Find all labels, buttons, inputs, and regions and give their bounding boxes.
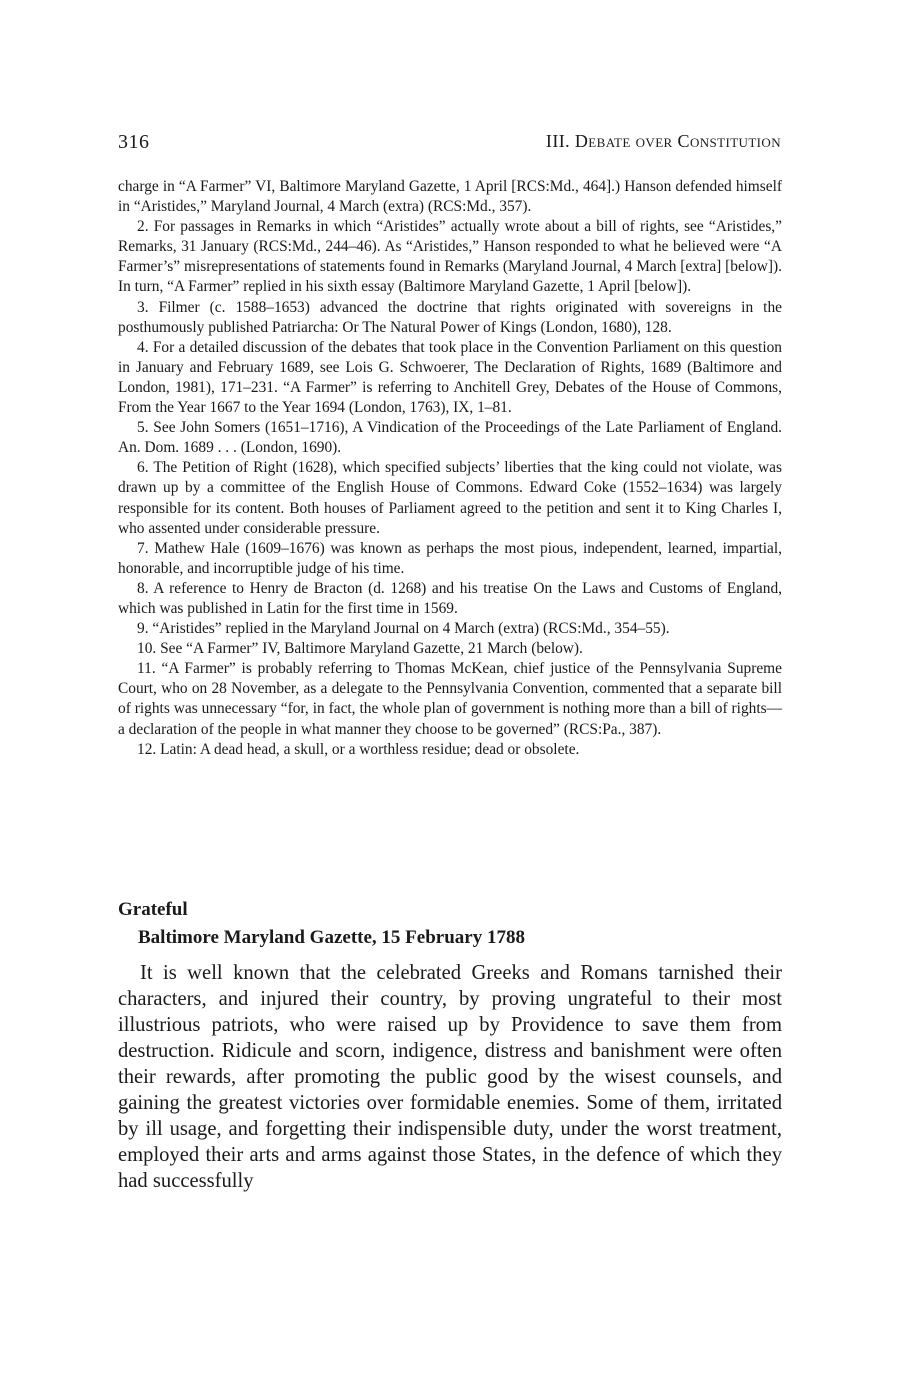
section-title: III. Debate over Constitution: [545, 131, 781, 151]
endnote-4: 4. For a detailed discussion of the debates that took place in the Convention Parliament on this question in January and February 1689, see Lois G. Schwoerer, The Declaration of Rights, 1689 (Baltimore and London, 1981), 171–231. “A Farmer” is referring to Anchitell Grey, Debates of the House of Commons, From the Year 1667 to the Year 1694 (London, 1763), IX, 1–81.: [118, 338, 782, 417]
endnote-10: 10. See “A Farmer” IV, Baltimore Maryland Gazette, 21 March (below).: [137, 640, 583, 658]
endnote-8: 8. A reference to Henry de Bracton (d. 1268) and his treatise On the Laws and Customs of England, which was published in Latin for the first time in 1569.: [118, 579, 782, 617]
endnote-7: 7. Mathew Hale (1609–1676) was known as perhaps the most pious, independent, learned, impartial, honorable, and incorruptible judge of his time.: [118, 539, 782, 577]
endnote-2: 2. For passages in Remarks in which “Aristides” actually wrote about a bill of rights, see “Aristides,” Remarks, 31 January (RCS:Md., 244–46). As “Aristides,” Hanson responded to what he believed were “A Farmer’s” misrepresentations of statements found in Remarks (Maryland Journal, 4 March [extra] [below]). In turn, “A Farmer” replied in his sixth essay (Baltimore Maryland Gazette, 1 April [below]).: [118, 218, 782, 296]
endnote-12: 12. Latin: A dead head, a skull, or a worthless residue; dead or obsolete.: [137, 740, 580, 758]
article-source: Baltimore Maryland Gazette, 15 February 1788: [138, 927, 525, 948]
endnote-5: 5. See John Somers (1651–1716), A Vindication of the Proceedings of the Late Parliament of England. An. Dom. 1689 . . . (London, 1690).: [118, 419, 782, 457]
running-head: [118, 131, 781, 157]
endnote-6: 6. The Petition of Right (1628), which specified subjects’ liberties that the king could not violate, was drawn up by a committee of the English House of Commons. Edward Coke (1552–1634) was largely responsible for its content. Both houses of Parliament agreed to the petition and sent it to King Charles I, who assented under considerable pressure.: [118, 459, 782, 537]
endnotes: [118, 177, 782, 760]
article-body: It is well known that the celebrated Greeks and Romans tarnished their characters, and injured their country, by proving ungrateful to their most illustrious patriots, who were raised up by Providence to save them from destruction. Ridicule and scorn, indigence, distress and banishment were often their rewards, after promoting the public good by the wisest counsels, and gaining the greatest victories over formidable enemies. Some of them, irritated by ill usage, and forgetting their indispensible duty, under the worst treatment, employed their arts and arms against those States, in the defence of which they had successfully: [118, 962, 782, 1192]
endnote-continuation: charge in “A Farmer” VI, Baltimore Maryland Gazette, 1 April [RCS:Md., 464].) Hanson defended himself in “Aristides,” Maryland Journal, 4 March (extra) (RCS:Md., 357).: [118, 178, 782, 216]
endnote-3: 3. Filmer (c. 1588–1653) advanced the doctrine that rights originated with sovereigns in the posthumously published Patriarcha: Or The Natural Power of Kings (London, 1680), 128.: [118, 298, 782, 336]
page-number: 316: [118, 131, 150, 153]
endnote-11: 11. “A Farmer” is probably referring to Thomas McKean, chief justice of the Pennsylvania Supreme Court, who on 28 November, as a delegate to the Pennsylvania Convention, commented that a separate bill of rights was unnecessary “for, in fact, the whole plan of government is nothing more than a bill of rights—a declaration of the people in what manner they choose to be governed” (RCS:Pa., 387).: [118, 660, 782, 738]
article-title: Grateful: [118, 899, 188, 920]
endnote-9: 9. “Aristides” replied in the Maryland Journal on 4 March (extra) (RCS:Md., 354–55).: [137, 620, 670, 638]
